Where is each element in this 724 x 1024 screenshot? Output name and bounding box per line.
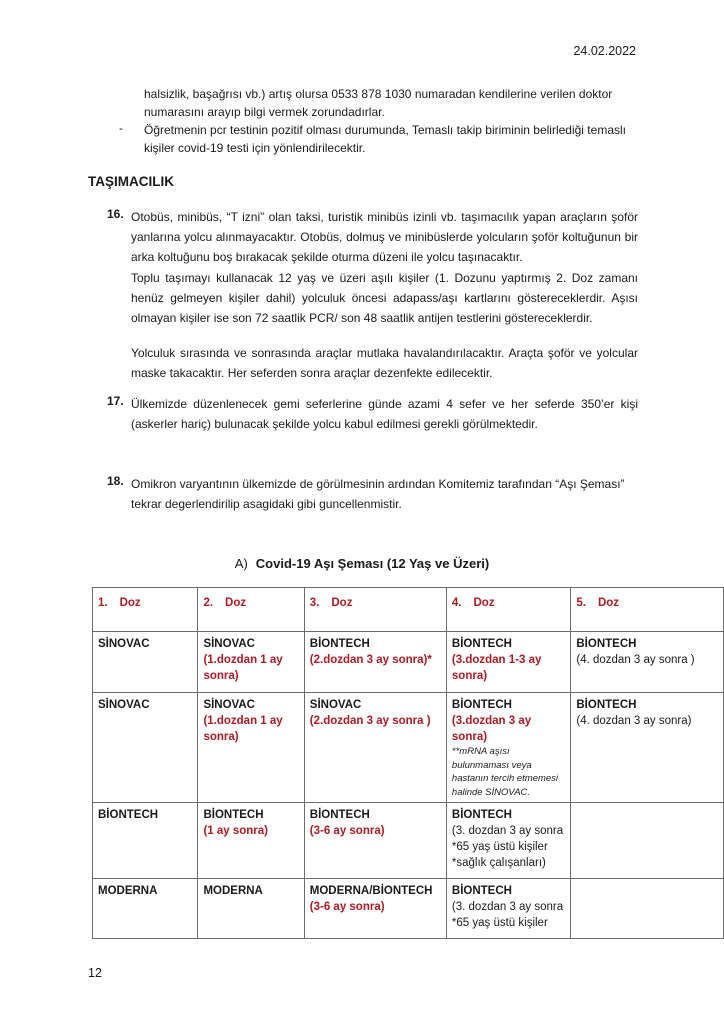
table-caption (0, 556, 724, 571)
table-cell (446, 879, 570, 939)
table-row (93, 693, 724, 803)
vaccine-name: SİNOVAC (98, 638, 150, 650)
dose-interval: (2.dozdan 3 ay sonra ) (309, 715, 431, 727)
dose-interval: (3-6 ay sonra) (309, 825, 385, 837)
table-cell-empty (571, 879, 724, 939)
vaccine-name: MODERNA/BİONTECH (309, 885, 433, 897)
table-cell (304, 632, 446, 693)
bullet-marker: - (119, 121, 123, 135)
dose-interval: (1 ay sonra) (203, 825, 268, 837)
header-dose-1 (93, 588, 198, 632)
table-caption-title: Covid-19 Aşı Şeması (12 Yaş ve Üzeri) (255, 556, 490, 571)
table-cell (93, 879, 198, 939)
item-number-18: 18. (107, 474, 124, 488)
header-number: 3. (309, 597, 320, 609)
table-cell (571, 632, 724, 693)
item-16-paragraph-2: Toplu taşımayı kullanacak 12 yaş ve üzeri aşılı kişiler (1. Dozunu yaptırmış 2. Doz zamanı henüz gelmeyen kişiler dahil) yolculuk öncesi adapass/aşı kartlarını göstereceklerdir. Aşısı olmayan kişiler ise son 72 saatlik PCR/ son 48 saatlik antijen testlerini göstereceklerdir. (131, 271, 638, 325)
eligibility-note: *sağlık çalışanları) (451, 857, 546, 869)
dose-interval: (3. dozdan 3 ay sonra (451, 825, 564, 837)
vaccine-name: SİNOVAC (309, 699, 362, 711)
table-cell (93, 803, 198, 879)
vaccine-name: BİONTECH (451, 699, 512, 711)
table-header-row (93, 588, 724, 632)
header-text: Doz (331, 597, 353, 609)
table-cell (571, 693, 724, 803)
vaccine-name: BİONTECH (451, 809, 512, 821)
dose-interval: (3.dozdan 3 ay sonra) (451, 715, 532, 743)
table-cell (198, 693, 304, 803)
dose-interval: (1.dozdan 1 ay sonra) (203, 654, 283, 682)
header-text: Doz (473, 597, 495, 609)
table-row (93, 632, 724, 693)
table-cell (93, 632, 198, 693)
table-row (93, 803, 724, 879)
item-18-paragraph: Omikron varyantının ülkemizde de görülmesinin ardından Komitemiz tarafından “Aşı Şeması” tekrar degerlendirilip asagidaki gibi guncellenmistir. (131, 477, 625, 511)
dose-interval: (3-6 ay sonra) (309, 901, 385, 913)
header-number: 2. (203, 597, 214, 609)
table-cell (446, 632, 570, 693)
dose-interval: (4. dozdan 3 ay sonra ) (576, 654, 695, 666)
vaccine-name: SİNOVAC (203, 699, 255, 711)
vaccine-schedule-table (92, 587, 724, 939)
header-dose-5 (571, 588, 724, 632)
header-dose-2 (198, 588, 304, 632)
table-cell (304, 803, 446, 879)
page-number: 12 (88, 966, 102, 980)
table-cell-empty (571, 803, 724, 879)
eligibility-note: *65 yaş üstü kişiler (451, 841, 548, 853)
header-text: Doz (119, 597, 141, 609)
table-caption-label: A) (234, 556, 248, 571)
header-dose-4 (446, 588, 570, 632)
vaccine-name: SİNOVAC (203, 638, 255, 650)
table-cell (198, 803, 304, 879)
dose-interval: (1.dozdan 1 ay sonra) (203, 715, 283, 743)
table-cell (198, 632, 304, 693)
vaccine-name: BİONTECH (309, 638, 370, 650)
dose-interval: (2.dozdan 3 ay sonra)* (309, 654, 432, 666)
table-row (93, 879, 724, 939)
header-text: Doz (225, 597, 247, 609)
header-number: 4. (451, 597, 462, 609)
vaccine-name: MODERNA (203, 885, 263, 897)
eligibility-note: *65 yaş üstü kişiler (451, 917, 548, 929)
item-17-paragraph: Ülkemizde düzenlenecek gemi seferlerine günde azami 4 sefer ve her seferde 350’er kişi (askerler hariç) bulunacak şekilde yolcu kabul edilmesi gerekli görülmektedir. (131, 397, 638, 431)
item-number-16: 16. (107, 207, 124, 221)
header-text: Doz (597, 597, 620, 609)
vaccine-name: BİONTECH (203, 809, 264, 821)
table-cell (304, 693, 446, 803)
header-number: 5. (576, 597, 586, 609)
table-cell (446, 693, 570, 803)
table-cell (304, 879, 446, 939)
intro-continuation: halsizlik, başağrısı vb.) artış olursa 0533 878 1030 numaradan kendilerine verilen doktor numarasını arayıp bilgi vermek zorundadırlar. (144, 87, 613, 119)
header-dose-3 (304, 588, 446, 632)
table-cell (446, 803, 570, 879)
vaccine-name: BİONTECH (576, 699, 637, 711)
vaccine-name: MODERNA (98, 885, 158, 897)
dose-interval: (3.dozdan 1-3 ay sonra) (451, 654, 542, 682)
item-16-paragraph-3: Yolculuk sırasında ve sonrasında araçlar mutlaka havalandırılacaktır. Araçta şoför ve yolcular maske takacaktır. Her seferden sonra araçlar dezenfekte edilecektir. (131, 346, 638, 380)
item-number-17: 17. (107, 394, 124, 408)
intro-bullet: Öğretmenin pcr testinin pozitif olması durumunda, Temaslı takip biriminin belirlediği temaslı kişiler covid-19 testi için yönlendirilecektir. (144, 123, 626, 155)
dose-interval: (4. dozdan 3 ay sonra) (576, 715, 692, 727)
dose-interval: (3. dozdan 3 ay sonra (451, 901, 564, 913)
vaccine-name: BİONTECH (451, 638, 512, 650)
section-heading: TAŞIMACILIK (88, 174, 174, 189)
vaccine-name: SİNOVAC (98, 699, 150, 711)
vaccine-name: BİONTECH (309, 809, 370, 821)
vaccine-name: BİONTECH (98, 809, 159, 821)
table-cell (93, 693, 198, 803)
header-number: 1. (98, 597, 108, 609)
vaccine-name: BİONTECH (576, 638, 637, 650)
table-cell (198, 879, 304, 939)
vaccine-name: BİONTECH (451, 885, 512, 897)
footnote: **mRNA aşısı bulunmaması veya hastanın tercih etmemesi halinde SİNOVAC. (451, 746, 559, 798)
document-date: 24.02.2022 (573, 44, 636, 58)
item-16-paragraph-1: Otobüs, minibüs, “T izni” olan taksi, turistik minibüs izinli vb. taşımacılık yapan araçların şoför yanlarına yolcu alınmayacaktır. Otobüs, dolmuş ve minibüslerde yolcuların şoför koltuğunun bir arka koltuğunu boş bırakacak şekilde oturma düzeni ile yolcu taşınacaktır. (131, 210, 638, 264)
